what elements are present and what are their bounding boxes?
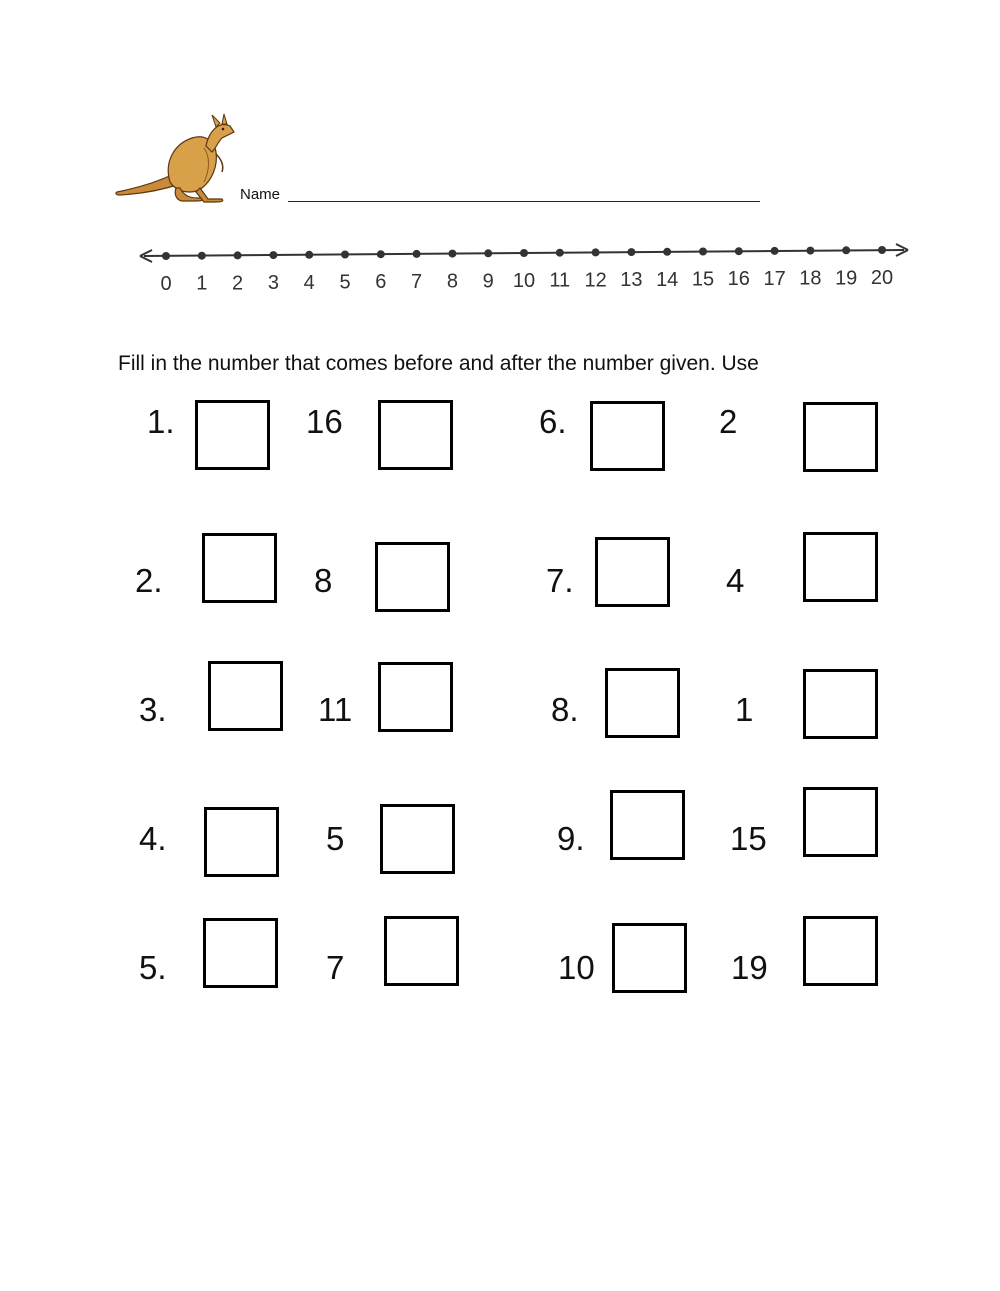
problem-label: 8.: [551, 691, 579, 728]
after-answer-box[interactable]: [803, 402, 878, 472]
before-answer-box[interactable]: [202, 533, 277, 603]
given-number: 5: [326, 820, 345, 857]
number-line-label: 8: [446, 270, 458, 293]
problem-label: 10: [558, 949, 595, 986]
number-line-label: 7: [411, 270, 423, 293]
number-line-tick: [269, 251, 277, 259]
number-line-tick: [162, 252, 170, 260]
number-line-tick: [806, 247, 814, 255]
number-line-tick: [198, 252, 206, 260]
problem-label: 4.: [139, 820, 167, 857]
number-line-label: 4: [303, 271, 315, 294]
after-answer-box[interactable]: [384, 916, 459, 986]
number-line-label: 10: [512, 270, 536, 292]
number-line-tick: [735, 247, 743, 255]
after-answer-box[interactable]: [803, 669, 878, 739]
number-line-label: 9: [482, 270, 494, 293]
problem-label: 2.: [135, 562, 163, 599]
number-line-tick: [234, 251, 242, 259]
before-answer-box[interactable]: [605, 668, 680, 738]
kangaroo-icon: [112, 112, 247, 204]
problem-label: 1.: [147, 403, 175, 440]
before-answer-box[interactable]: [208, 661, 283, 731]
number-line-tick: [842, 246, 850, 254]
number-line-tick: [771, 247, 779, 255]
given-number: 2: [719, 403, 738, 440]
after-answer-box[interactable]: [380, 804, 455, 874]
given-number: 4: [726, 562, 745, 599]
after-answer-box[interactable]: [378, 400, 453, 470]
number-line-label: 14: [656, 268, 679, 291]
number-line-label: 19: [835, 267, 858, 290]
number-line-label: 12: [584, 269, 607, 292]
number-line-label: 16: [727, 268, 750, 291]
number-line-label: 6: [375, 271, 387, 294]
number-line-label: 18: [799, 267, 822, 290]
number-line-tick: [878, 246, 886, 254]
number-line-tick: [377, 250, 385, 258]
number-line: [136, 236, 912, 298]
number-line-label: 15: [691, 268, 715, 291]
number-line-tick: [484, 249, 492, 257]
number-line-label: 13: [620, 269, 643, 292]
name-field[interactable]: [288, 201, 760, 202]
problem-label: 9.: [557, 820, 585, 857]
given-number: 7: [326, 949, 345, 986]
number-line-tick: [520, 249, 528, 257]
name-label: Name: [240, 186, 281, 203]
number-line-tick: [592, 248, 600, 256]
number-line-tick: [556, 249, 564, 257]
number-line-label: 2: [232, 272, 244, 295]
given-number: 19: [731, 949, 768, 986]
number-line-label: 5: [339, 271, 351, 294]
number-line-tick: [305, 251, 313, 259]
number-line-tick: [413, 250, 421, 258]
problem-label: 7.: [546, 562, 574, 599]
problem-label: 3.: [139, 691, 167, 728]
before-answer-box[interactable]: [195, 400, 270, 470]
number-line-tick: [448, 250, 456, 258]
number-line-label: 0: [160, 273, 172, 295]
before-answer-box[interactable]: [203, 918, 278, 988]
before-answer-box[interactable]: [595, 537, 670, 607]
number-line-label: 3: [267, 272, 279, 295]
given-number: 15: [730, 820, 767, 857]
after-answer-box[interactable]: [803, 916, 878, 986]
given-number: 16: [306, 403, 343, 440]
after-answer-box[interactable]: [375, 542, 450, 612]
instructions: Fill in the number that comes before and after the number given. Use: [118, 352, 759, 375]
number-line-label: 20: [870, 267, 894, 289]
given-number: 1: [735, 691, 754, 728]
before-answer-box[interactable]: [612, 923, 687, 993]
given-number: 11: [318, 691, 353, 728]
before-answer-box[interactable]: [610, 790, 685, 860]
given-number: 8: [314, 562, 333, 599]
after-answer-box[interactable]: [378, 662, 453, 732]
after-answer-box[interactable]: [803, 787, 878, 857]
before-answer-box[interactable]: [204, 807, 279, 877]
problem-label: 6.: [539, 403, 567, 440]
number-line-label: 11: [549, 269, 571, 292]
number-line-tick: [627, 248, 635, 256]
number-line-tick: [663, 248, 671, 256]
number-line-label: 1: [196, 272, 208, 295]
before-answer-box[interactable]: [590, 401, 665, 471]
after-answer-box[interactable]: [803, 532, 878, 602]
number-line-tick: [699, 248, 707, 256]
number-line-tick: [341, 251, 349, 259]
number-line-label: 17: [763, 267, 786, 290]
problem-label: 5.: [139, 949, 167, 986]
